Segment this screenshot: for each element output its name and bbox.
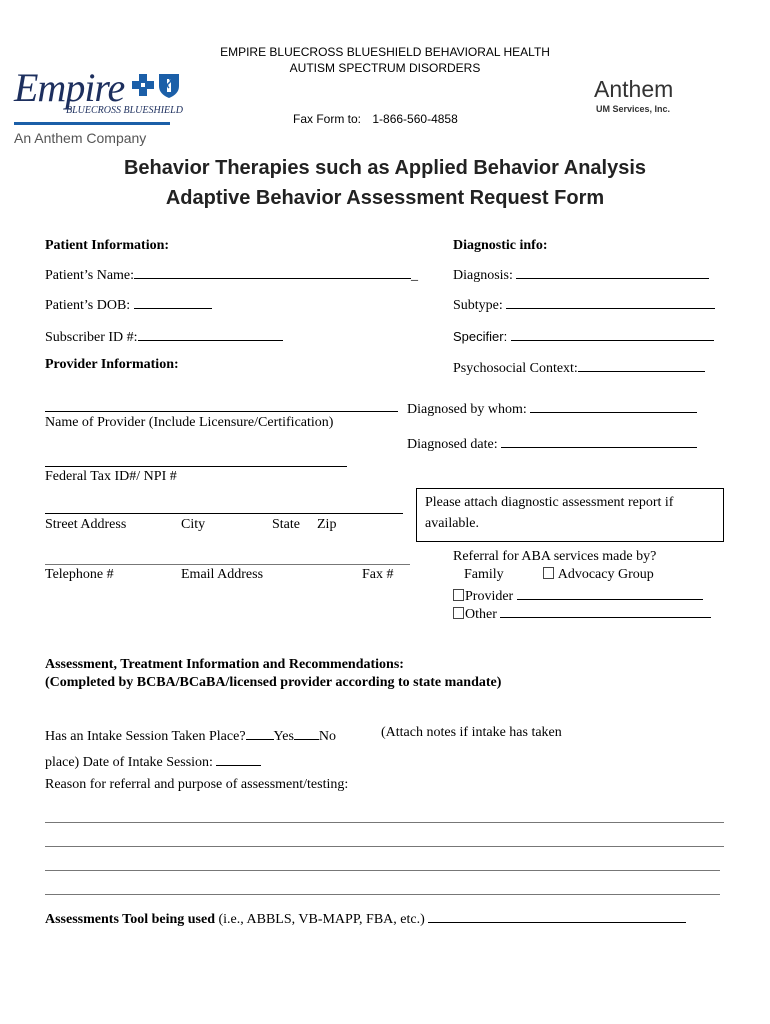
blue-shield-icon <box>158 72 180 98</box>
subtype-label: Subtype: <box>453 298 503 313</box>
diagnosis-label: Diagnosis: <box>453 268 513 283</box>
referral-advocacy-option[interactable] <box>543 567 654 583</box>
attach-notes-text: (Attach notes if intake has taken <box>381 725 562 740</box>
referral-provider-field[interactable] <box>517 585 703 600</box>
intake-yes-field[interactable] <box>246 725 274 740</box>
header-org-line2: AUTISM SPECTRUM DISORDERS <box>289 61 481 75</box>
state-label: State <box>272 517 300 532</box>
anthem-logo <box>594 76 694 120</box>
anthem-subtitle: UM Services, Inc. <box>596 104 671 114</box>
patient-dob-label: Patient’s DOB: <box>45 298 131 313</box>
intake-date-field[interactable] <box>216 751 261 766</box>
diagnosed-date-label: Diagnosed date: <box>407 437 498 452</box>
attach-report-line1: Please attach diagnostic assessment report if <box>425 495 674 510</box>
provider-name-field[interactable] <box>45 411 398 412</box>
referral-family-option[interactable] <box>464 567 504 583</box>
intake-yes-label: Yes <box>273 729 294 744</box>
subscriber-id-field[interactable] <box>138 326 283 341</box>
diagnosed-date-row <box>407 433 697 453</box>
intake-date-label: place) Date of Intake Session: <box>45 755 213 770</box>
reason-line-4[interactable] <box>45 894 720 895</box>
reason-line-1[interactable] <box>45 822 724 823</box>
patient-name-tail: _ <box>411 268 419 283</box>
patient-dob-row <box>45 294 212 314</box>
blue-cross-icon <box>132 74 154 96</box>
referral-advocacy-label: Advocacy Group <box>557 567 654 582</box>
form-title-line1: Behavior Therapies such as Applied Behavior Analysis <box>123 157 647 179</box>
patient-name-label: Patient’s Name: <box>45 268 135 283</box>
city-label: City <box>181 517 206 532</box>
patient-info-heading: Patient Information: <box>45 238 170 253</box>
empire-wordmark: Empire <box>14 65 125 110</box>
fax-field-label: Fax # <box>362 567 394 582</box>
subtype-row <box>453 294 715 314</box>
assessment-tools-row <box>45 908 686 928</box>
intake-no-field[interactable] <box>294 725 319 740</box>
attach-report-box <box>416 488 724 542</box>
psychosocial-row <box>453 357 705 377</box>
assessment-tools-field[interactable] <box>428 908 686 923</box>
empire-logo <box>14 65 183 148</box>
intake-question-row <box>45 725 336 745</box>
form-title-line2: Adaptive Behavior Assessment Request Form <box>165 187 605 209</box>
specifier-field[interactable] <box>511 327 714 341</box>
referral-other-option[interactable] <box>453 603 711 623</box>
header-org-line1: EMPIRE BLUECROSS BLUESHIELD BEHAVIORAL HEALTH <box>220 45 550 59</box>
specifier-row <box>453 327 714 344</box>
diagnosed-by-label: Diagnosed by whom: <box>407 402 527 417</box>
referral-provider-label: Provider <box>465 589 514 604</box>
intake-question-label: Has an Intake Session Taken Place? <box>45 729 246 744</box>
email-label: Email Address <box>181 567 264 582</box>
address-field[interactable] <box>45 513 403 514</box>
diagnosed-by-field[interactable] <box>530 398 697 413</box>
psychosocial-field[interactable] <box>578 357 705 372</box>
subscriber-id-label: Subscriber ID #: <box>45 330 138 345</box>
diagnosis-row <box>453 264 709 284</box>
intake-no-label: No <box>318 729 337 744</box>
reason-line-2[interactable] <box>45 846 724 847</box>
contact-field[interactable] <box>45 564 410 565</box>
tax-id-field[interactable] <box>45 466 347 467</box>
referral-family-label: Family <box>464 567 504 582</box>
provider-info-heading: Provider Information: <box>45 357 179 372</box>
referral-other-field[interactable] <box>500 603 711 618</box>
assessment-tools-label: Assessments Tool being used <box>45 912 215 927</box>
provider-name-label: Name of Provider (Include Licensure/Certification) <box>45 415 334 430</box>
empire-divider <box>14 122 170 125</box>
empire-subtitle: BLUECROSS BLUESHIELD <box>66 105 183 116</box>
tax-id-label: Federal Tax ID#/ NPI # <box>45 469 177 484</box>
provider-checkbox[interactable] <box>453 589 464 601</box>
street-address-label: Street Address <box>45 517 127 532</box>
diagnosed-by-row <box>407 398 697 418</box>
diagnosis-field[interactable] <box>516 264 709 279</box>
intake-date-row <box>45 751 261 771</box>
patient-dob-field[interactable] <box>134 294 212 309</box>
assessment-tools-examples: (i.e., ABBLS, VB-MAPP, FBA, etc.) <box>218 912 425 927</box>
specifier-label: Specifier: <box>453 329 508 344</box>
attach-report-line2: available. <box>425 516 480 531</box>
reason-line-3[interactable] <box>45 870 720 871</box>
referral-reason-label: Reason for referral and purpose of assessment/testing: <box>45 777 349 792</box>
fax-line <box>293 112 458 126</box>
diagnosed-date-field[interactable] <box>501 433 697 448</box>
other-checkbox[interactable] <box>453 607 464 619</box>
subtype-field[interactable] <box>506 294 715 309</box>
assessment-heading: Assessment, Treatment Information and Recommendations: <box>45 657 404 672</box>
anthem-wordmark: Anthem <box>594 76 674 102</box>
fax-label: Fax Form to: <box>293 112 362 126</box>
referral-question: Referral for ABA services made by? <box>453 549 657 564</box>
zip-label: Zip <box>317 517 337 532</box>
referral-other-label: Other <box>465 607 497 622</box>
diagnostic-info-heading: Diagnostic info: <box>453 238 548 253</box>
patient-name-field[interactable] <box>134 264 411 279</box>
referral-provider-option[interactable] <box>453 585 703 605</box>
telephone-label: Telephone # <box>45 567 114 582</box>
advocacy-checkbox[interactable] <box>543 567 554 579</box>
subscriber-id-row <box>45 326 283 346</box>
assessment-subheading: (Completed by BCBA/BCaBA/licensed provider according to state mandate) <box>45 675 502 690</box>
psychosocial-label: Psychosocial Context: <box>453 361 578 376</box>
fax-number: 1-866-560-4858 <box>372 112 458 126</box>
anthem-company-tagline: An Anthem Company <box>14 130 147 146</box>
patient-name-row <box>45 264 418 284</box>
